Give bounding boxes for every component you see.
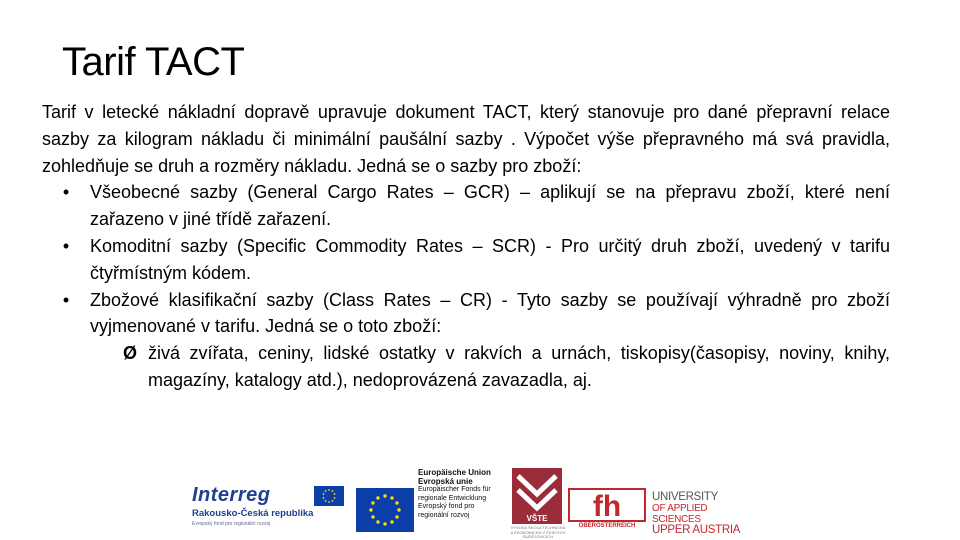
slide-body — [42, 99, 890, 394]
eu-flag-small-icon — [314, 486, 344, 506]
partner-logos-footer — [0, 462, 960, 540]
fh-mark-icon — [568, 488, 646, 522]
eu-fund-cz-1: Evropský fond pro — [418, 503, 475, 510]
university-line-1: UNIVERSITY — [652, 491, 719, 503]
university-line-2: OF APPLIED SCIENCES — [652, 503, 708, 525]
vste-emblem-icon — [512, 468, 562, 524]
interreg-logo — [192, 484, 352, 532]
university-line-3: UPPER AUSTRIA — [652, 524, 741, 536]
fh-letters: fh — [592, 490, 622, 522]
interreg-tagline: Evropský fond pro regionální rozvoj — [192, 521, 271, 527]
interreg-wordmark: Interreg — [192, 484, 271, 506]
arrow-bullet-icon: Ø — [122, 343, 137, 364]
bullet-text: Komoditní sazby (Specific Commodity Rates – SCR) - Pro určitý druh zboží, uvedený v tarifu čtyřmístným kódem. — [90, 235, 890, 283]
rate-types-list — [42, 179, 890, 340]
bullet-item-cr — [42, 287, 890, 341]
bullet-text: Všeobecné sazby (General Cargo Rates – GCR) – aplikují se na přepravu zboží, které není zařazeno v jiné třídě zařazení. — [90, 182, 890, 230]
bullet-text: Zbožové klasifikační sazby (Class Rates – CR) - Tyto sazby se používají výhradně pro zboží vyjmenované v tarifu. Jedná se o toto zboží: — [90, 289, 890, 337]
sub-bullet-item — [42, 340, 890, 394]
bullet-item-gcr — [42, 179, 890, 233]
eu-fund-text — [418, 468, 510, 520]
eu-fund-de-2: regionale Entwicklung — [418, 494, 487, 502]
bullet-icon: • — [62, 289, 70, 310]
bullet-icon: • — [62, 235, 70, 256]
fh-ooe-logo — [568, 488, 646, 532]
university-upper-austria-text — [652, 492, 752, 536]
intro-paragraph: Tarif v letecké nákladní dopravě upravuje dokument TACT, který stanovuje pro dané přepravní relace sazby za kilogram nákladu či minimální paušální sazby . Výpočet výše přepravného má svá pravidla, zohledňuje se druh a rozměry nákladu. Jedná se o sazby pro zboží: — [42, 102, 890, 176]
bullet-icon: • — [62, 182, 70, 203]
goods-sublist — [42, 340, 890, 394]
eu-fund-de-1: Europäischer Fonds für — [418, 486, 491, 493]
eu-name-cz: Evropská unie — [418, 477, 473, 486]
eu-fund-cz-2: regionální rozvoj — [418, 511, 470, 519]
bullet-item-scr — [42, 233, 890, 287]
eu-name-de: Europäische Union — [418, 468, 491, 477]
interreg-subtitle: Rakousko-Česká republika — [192, 508, 314, 519]
vste-letters: VŠTE — [526, 514, 548, 523]
vste-logo — [510, 468, 566, 539]
sub-bullet-text: živá zvířata, ceniny, lidské ostatky v rakvích a urnách, tiskopisy(časopisy, noviny, knihy, magazíny, katalogy atd.), nedoprovázená zavazadla, aj. — [148, 343, 890, 390]
fh-label: OBERÖSTERREICH — [570, 522, 644, 531]
vste-caption: VYSOKÁ ŠKOLA TECHNICKÁ A EKONOMICKÁ V ČESKÝCH BUDĚJOVICÍCH — [510, 525, 566, 539]
slide-title: Tarif TACT — [62, 40, 245, 84]
eu-flag-icon — [356, 488, 414, 532]
